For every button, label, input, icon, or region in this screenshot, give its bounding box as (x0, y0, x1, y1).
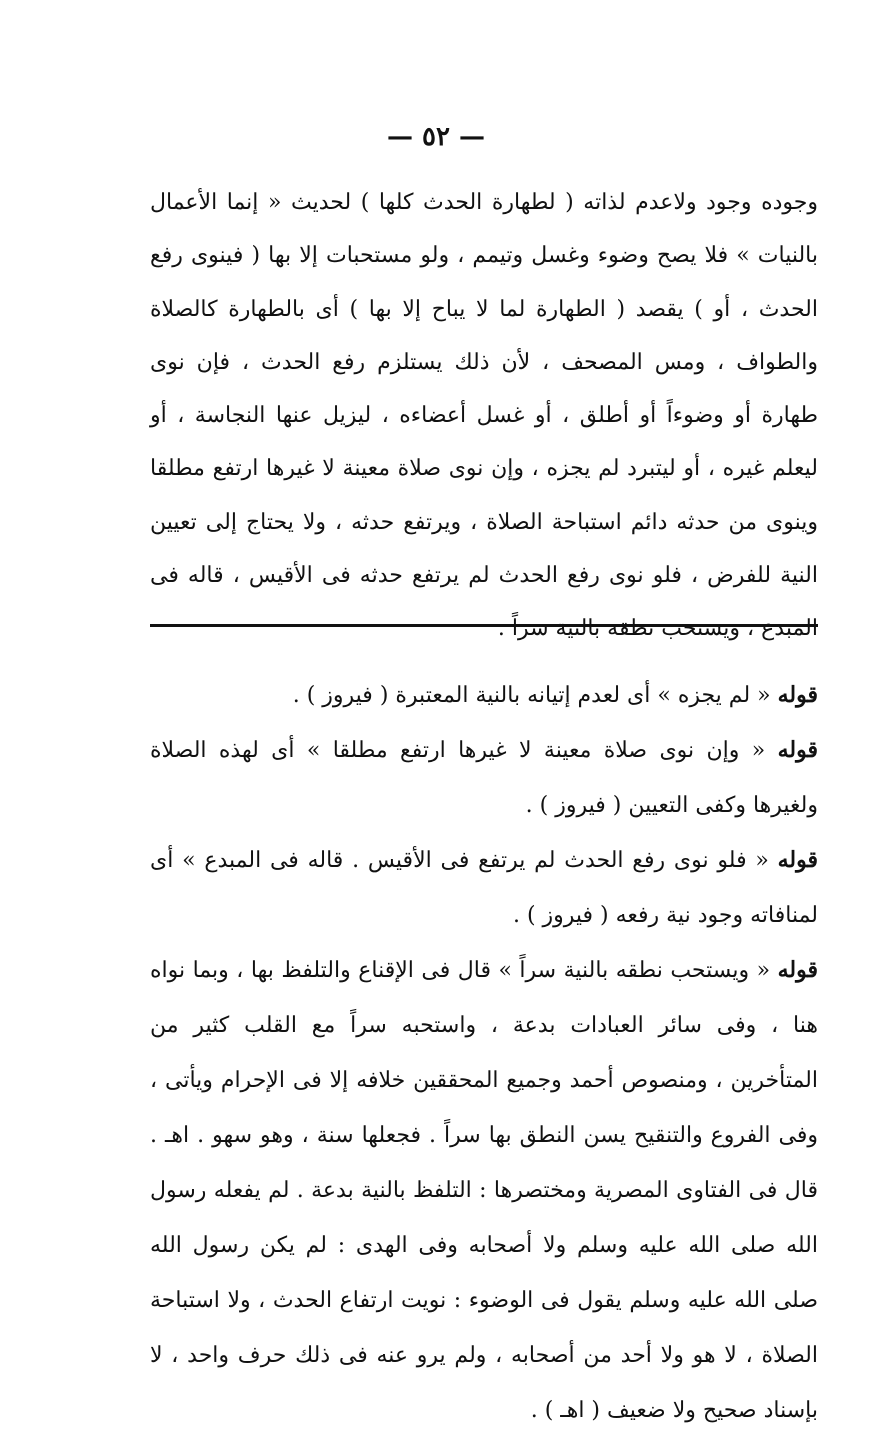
page-number: — ٥٢ — (386, 122, 486, 152)
footnote-3 (150, 833, 818, 943)
footnotes (150, 668, 818, 1438)
footnote-text: « لم يجزه » أى لعدم إتيانه بالنية المعتبرة ( فيروز ) . (292, 683, 771, 708)
footnote-divider (150, 624, 818, 627)
footnote-label: قوله (777, 847, 818, 873)
footnote-text: « وإن نوى صلاة معينة لا غيرها ارتفع مطلقا » أى لهذه الصلاة ولغيرها وكفى التعيين ( فيروز ) . (150, 738, 818, 818)
footnote-4 (150, 943, 818, 1438)
footnote-text: « فلو نوى رفع الحدث لم يرتفع فى الأقيس . قاله فى المبدع » أى لمنافاته وجود نية رفعه ( فيروز ) . (150, 848, 818, 928)
main-text-paragraph: وجوده وجود ولاعدم لذاته ( لطهارة الحدث كلها ) لحديث « إنما الأعمال بالنيات » فلا يصح وضوء وغسل وتيمم ، ولو مستحبات إلا بها ( فينوى رفع الحدث ، أو ) يقصد ( الطهارة لما لا يباح إلا بها ) أى بالطهارة كالصلاة والطواف ، ومس المصحف ، لأن ذلك يستلزم رفع الحدث ، فإن نوى طهارة أو وضوءاً أو أطلق ، أو غسل أعضاءه ، ليزيل عنها النجاسة ، أو ليعلم غيره ، أو ليتبرد لم يجزه ، وإن نوى صلاة معينة لا غيرها ارتفع مطلقا وينوى من حدثه دائم استباحة الصلاة ، ويرتفع حدثه ، ولا يحتاج إلى تعيين النية للفرض ، فلو نوى رفع الحدث لم يرتفع حدثه فى الأقيس ، قاله فى المبدع ، ويستحب نطقه بالنية سراً . (150, 190, 818, 642)
footnote-2 (150, 723, 818, 833)
footnote-label: قوله (777, 737, 818, 763)
footnote-text: « ويستحب نطقه بالنية سراً » قال فى الإقناع والتلفظ بها ، وبما نواه هنا ، وفى سائر العبادات بدعة ، واستحبه سراً مع القلب كثير من المتأخرين ، ومنصوص أحمد وجميع المحققين خلافه إلا فى الإحرام ويأتى ، وفى الفروع والتنقيح يسن النطق بها سراً . فجعلها سنة ، وهو سهو . اهـ . قال فى الفتاوى المصرية ومختصرها : التلفظ بالنية بدعة . لم يفعله رسول الله صلى الله عليه وسلم ولا أصحابه وفى الهدى : لم يكن رسول الله صلى الله عليه وسلم يقول فى الوضوء : نويت ارتفاع الحدث ، ولا استباحة الصلاة ، لا هو ولا أحد من أصحابه ، ولم يرو عنه فى ذلك حرف واحد ، لا بإسناد صحيح ولا ضعيف ( اهـ ) . (150, 958, 819, 1423)
footnote-label: قوله (777, 682, 818, 708)
footnote-label: قوله (777, 957, 819, 983)
footnote-1 (150, 668, 818, 723)
